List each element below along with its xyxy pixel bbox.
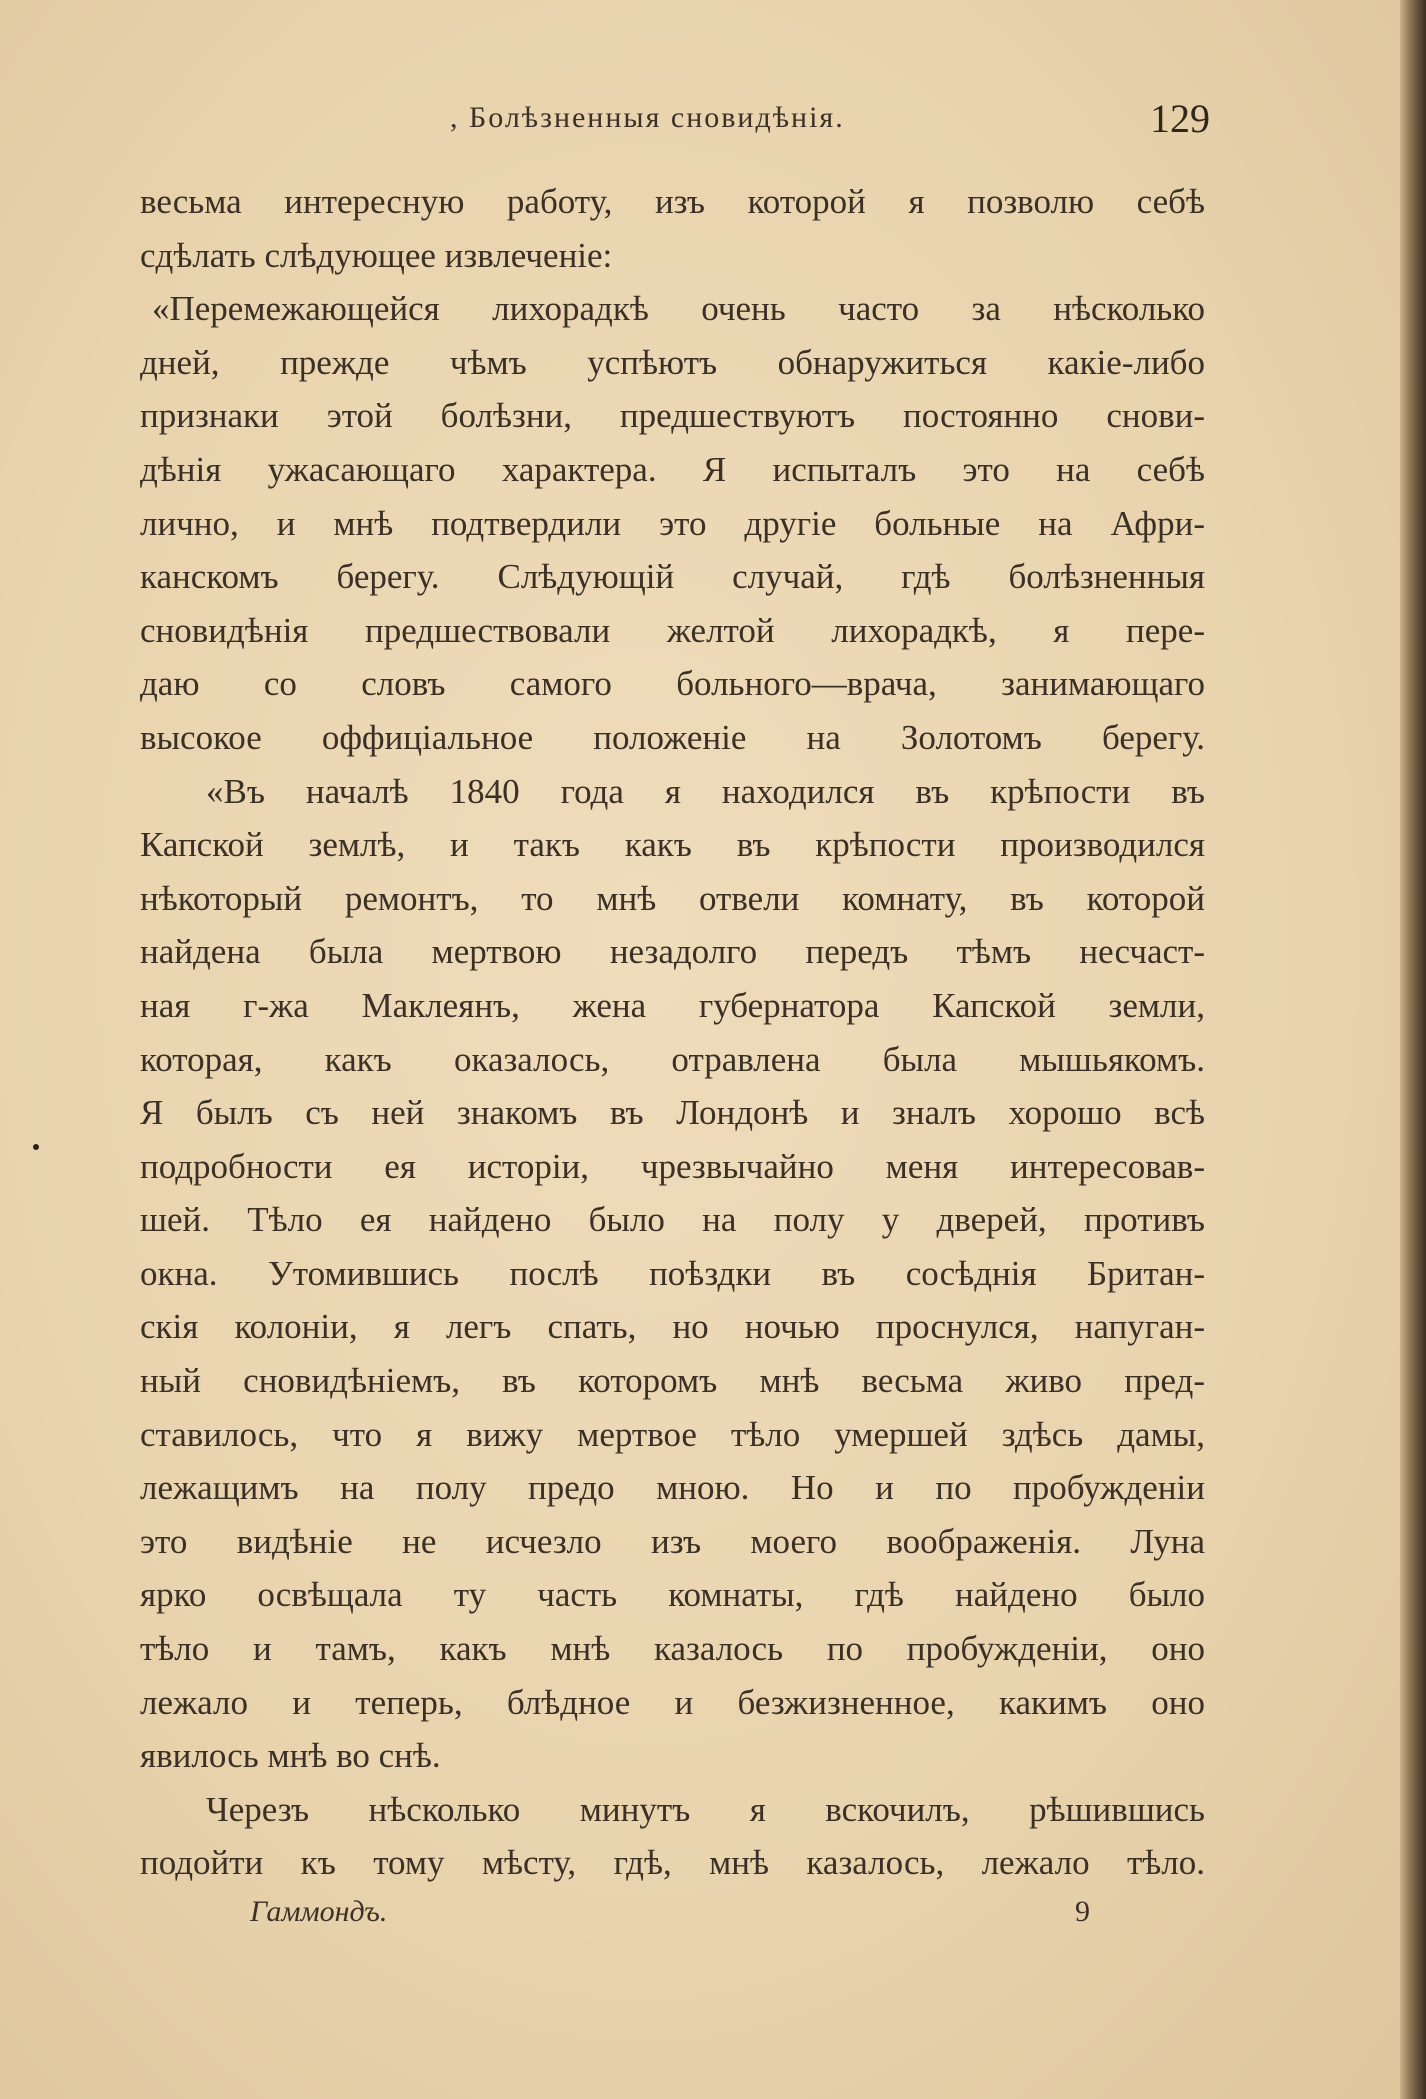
running-head [140, 95, 1210, 145]
text-line: тѣло и тамъ, какъ мнѣ казалось по пробужденіи, оно [140, 1629, 1205, 1669]
text-line: сновидѣнія предшествовали желтой лихорадкѣ, я пере- [140, 610, 1205, 650]
text-line: подойти къ тому мѣсту, гдѣ, мнѣ казалось, лежало тѣло. [140, 1843, 1205, 1883]
text-line: лично, и мнѣ подтвердили это другіе больные на Афри- [140, 503, 1205, 543]
body-text [140, 175, 1205, 1890]
page-edge-shadow [1400, 0, 1426, 2099]
text-line: подробности ея исторіи, чрезвычайно меня интересовав- [140, 1146, 1205, 1186]
page-footer [140, 1895, 1140, 1945]
text-line: признаки этой болѣзни, предшествуютъ постоянно снови- [140, 396, 1205, 436]
text-line: высокое оффиціальное положеніе на Золотомъ берегу. [140, 717, 1205, 757]
text-line: канскомъ берегу. Слѣдующій случай, гдѣ болѣзненныя [140, 557, 1205, 597]
text-line: нѣкоторый ремонтъ, то мнѣ отвели комнату, въ которой [140, 878, 1205, 918]
text-line: «Перемежающейся лихорадкѣ очень часто за нѣсколько [152, 289, 1205, 329]
signature-mark: Гаммондъ. [250, 1895, 388, 1928]
text-line: окна. Утомившись послѣ поѣздки въ сосѣднія Британ- [140, 1253, 1205, 1293]
text-line: найдена была мертвою незадолго передъ тѣмъ несчаст- [140, 932, 1205, 972]
text-line: Черезъ нѣсколько минутъ я вскочилъ, рѣшившись [206, 1789, 1205, 1829]
text-line: ный сновидѣніемъ, въ которомъ мнѣ весьма живо пред- [140, 1361, 1205, 1401]
running-title: , Болѣзненныя сновидѣнія. [450, 101, 845, 134]
text-line: сдѣлать слѣдующее извлеченіе: [140, 235, 613, 275]
text-line: Я былъ съ ней знакомъ въ Лондонѣ и зналъ хорошо всѣ [140, 1093, 1205, 1133]
text-line: явилось мнѣ во снѣ. [140, 1736, 441, 1776]
text-line: даю со словъ самого больного—врача, занимающаго [140, 664, 1205, 704]
text-line: скія колоніи, я легъ спать, но ночью проснулся, напуган- [140, 1307, 1205, 1347]
text-line: Капской землѣ, и такъ какъ въ крѣпости производился [140, 825, 1205, 865]
text-line: это видѣніе не исчезло изъ моего воображенія. Луна [140, 1521, 1205, 1561]
page-number: 129 [1150, 96, 1210, 141]
text-line: «Въ началѣ 1840 года я находился въ крѣпости въ [206, 771, 1205, 811]
ink-speck [33, 1144, 39, 1150]
text-line: которая, какъ оказалось, отравлена была мышьякомъ. [140, 1039, 1205, 1079]
text-line: шей. Тѣло ея найдено было на полу у дверей, противъ [140, 1200, 1205, 1240]
text-line: ная г-жа Маклеянъ, жена губернатора Капской земли, [140, 985, 1205, 1025]
text-line: дѣнія ужасающаго характера. Я испыталъ это на себѣ [140, 449, 1205, 489]
text-line: лежало и теперь, блѣдное и безжизненное, какимъ оно [140, 1682, 1205, 1722]
text-line: ставилось, что я вижу мертвое тѣло умершей здѣсь дамы, [140, 1414, 1205, 1454]
text-line: дней, прежде чѣмъ успѣютъ обнаружиться какіе-либо [140, 342, 1205, 382]
text-line: весьма интересную работу, изъ которой я позволю себѣ [140, 182, 1205, 221]
text-line: лежащимъ на полу предо мною. Но и по пробужденіи [140, 1468, 1205, 1508]
sheet-number: 9 [1075, 1895, 1090, 1928]
text-line: ярко освѣщала ту часть комнаты, гдѣ найдено было [140, 1575, 1205, 1615]
